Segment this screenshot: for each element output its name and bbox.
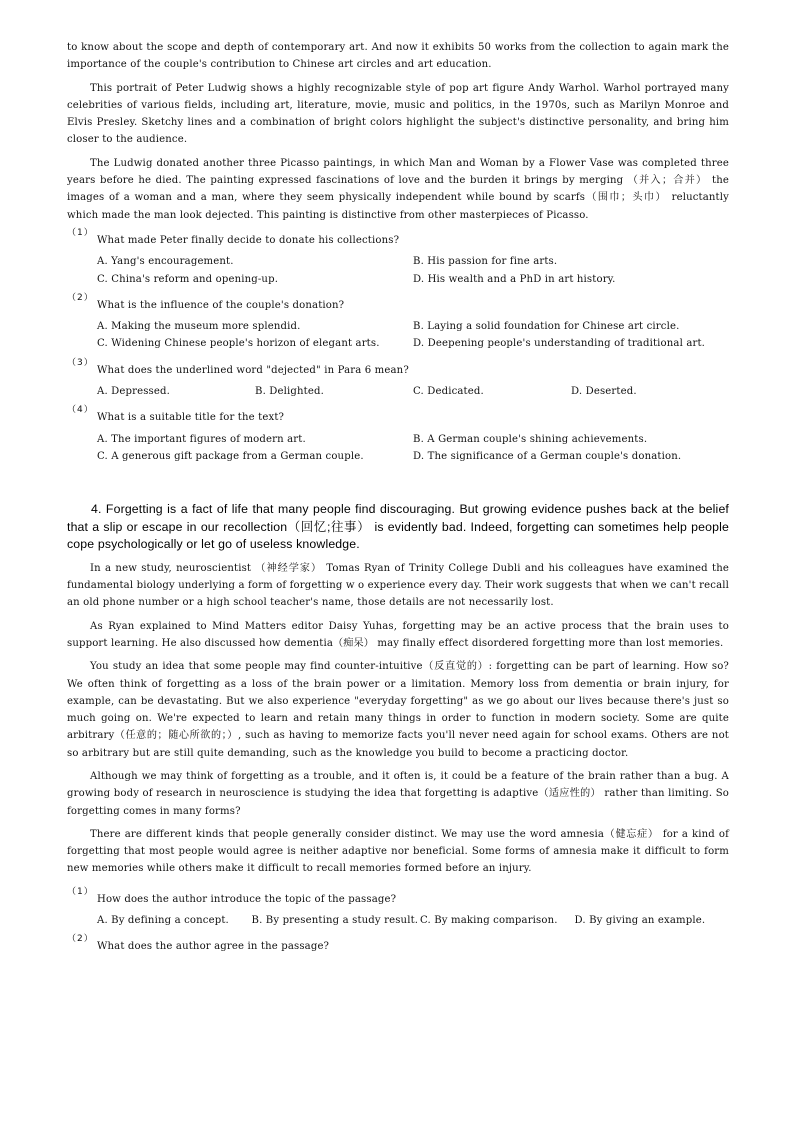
passage4-paragraph: As Ryan explained to Mind Matters editor Daisy Yuhas, forgetting may be an active process that the brain uses to support learning. He also discussed how dementia（痴呆） may finally effect disordered forgetting more than lost memories. bbox=[67, 620, 729, 649]
question bbox=[67, 404, 729, 426]
option-a[interactable]: A. Making the museum more splendid. bbox=[97, 321, 301, 333]
question-stem: How does the author introduce the topic of the passage? bbox=[97, 893, 397, 905]
option-d[interactable]: D. Deepening people's understanding of traditional art. bbox=[413, 338, 706, 350]
question-number: （3） bbox=[67, 357, 94, 368]
option-b[interactable]: B. His passion for fine arts. bbox=[413, 256, 558, 268]
option-b[interactable]: B. Delighted. bbox=[255, 386, 324, 398]
exam-page bbox=[67, 39, 729, 956]
passage4-paragraph: Although we may think of forgetting as a trouble, and it often is, it could be a feature of the brain rather than a bug. A growing body of research in neuroscience is studying the idea that forgetting is adaptive（适应性的） rather than limiting. So forgetting comes in many forms? bbox=[67, 771, 729, 817]
option-b[interactable]: B. A German couple's shining achievements. bbox=[413, 433, 648, 445]
option-b[interactable]: B. Laying a solid foundation for Chinese art circle. bbox=[413, 321, 680, 333]
question-number: （1） bbox=[67, 227, 94, 238]
option-a[interactable]: A. By defining a concept. bbox=[97, 915, 229, 927]
passage3-paragraph: This portrait of Peter Ludwig shows a highly recognizable style of pop art figure Andy Warhol. Warhol portrayed many celebrities of various fields, including art, literature, movie, music and politics, in the 1970s, such as Marilyn Monroe and Elvis Presley. Sketchy lines and a combination of bright colors highlight the subject's distinctive personality, and bring him closer to the audience. bbox=[67, 82, 729, 146]
option-d[interactable]: D. By giving an example. bbox=[574, 915, 706, 927]
question bbox=[67, 357, 729, 379]
question-stem: What does the underlined word "dejected" in Para 6 mean? bbox=[97, 364, 409, 376]
option-d[interactable]: D. Deserted. bbox=[571, 386, 637, 398]
question-stem: What made Peter finally decide to donate his collections? bbox=[97, 234, 400, 246]
question-number: （2） bbox=[67, 934, 94, 945]
option-list bbox=[97, 383, 729, 400]
option-a[interactable]: A. Yang's encouragement. bbox=[97, 256, 234, 268]
option-c[interactable]: C. A generous gift package from a German couple. bbox=[97, 450, 364, 462]
option-c[interactable]: C. Dedicated. bbox=[413, 386, 484, 398]
passage4-paragraph: There are different kinds that people generally consider distinct. We may use the word amnesia（健忘症） for a kind of forgetting that most people would agree is neither adaptive nor beneficial. Some forms of amnesia make it difficult to form new memories while others make it difficult to recall memories formed before an injury. bbox=[67, 828, 729, 875]
option-list bbox=[97, 431, 729, 466]
question-stem: What is the influence of the couple's donation? bbox=[97, 299, 345, 311]
passage4-intro: 4. Forgetting is a fact of life that many people find discouraging. But growing evidence pushes back at the belief that a slip or escape in our recollection（回忆;往事） is evidently bad. Indeed, forgetting can sometimes help people cope psychologically or let go of useless knowledge. bbox=[67, 502, 729, 552]
question bbox=[67, 292, 729, 314]
passage3-paragraph: The Ludwig donated another three Picasso paintings, in which Man and Woman by a Flower Vase was completed three years before he died. The painting expressed fascinations of love and the burden it brings by merging （并入；合并） the images of a woman and a man, where they seem physically independent while bound by scarfs（围巾；头巾） reluctantly which made the man look dejected. This painting is distinctive from other masterpieces of Picasso. bbox=[67, 157, 729, 221]
option-c[interactable]: C. China's reform and opening-up. bbox=[97, 273, 279, 285]
question-number: （1） bbox=[67, 886, 94, 897]
question bbox=[67, 227, 729, 249]
option-list bbox=[97, 912, 729, 929]
option-d[interactable]: D. His wealth and a PhD in art history. bbox=[413, 273, 616, 285]
passage3-tail-paragraph: to know about the scope and depth of contemporary art. And now it exhibits 50 works from the collection to again mark the importance of the couple's contribution to Chinese art circles and art education. bbox=[67, 42, 729, 71]
option-list bbox=[97, 253, 729, 288]
option-list bbox=[97, 318, 729, 353]
option-d[interactable]: D. The significance of a German couple's donation. bbox=[413, 450, 682, 462]
question-stem: What is a suitable title for the text? bbox=[97, 412, 285, 424]
option-a[interactable]: A. The important figures of modern art. bbox=[97, 433, 306, 445]
question bbox=[67, 886, 729, 908]
question-number: （4） bbox=[67, 405, 94, 416]
passage4-paragraph: In a new study, neuroscientist （神经学家） Tomas Ryan of Trinity College Dubli and his colleagues have examined the fundamental biology underlying a form of forgetting w o experience every day. Their work suggests that when we can't recall an old phone number or a high school teacher's name, those details are not necessarily lost. bbox=[67, 562, 729, 609]
option-c[interactable]: C. Widening Chinese people's horizon of elegant arts. bbox=[97, 338, 380, 350]
question-stem: What does the author agree in the passage? bbox=[97, 941, 330, 953]
question-number: （2） bbox=[67, 292, 94, 303]
question bbox=[67, 933, 729, 955]
option-c[interactable]: C. By making comparison. bbox=[420, 915, 558, 927]
option-a[interactable]: A. Depressed. bbox=[97, 386, 170, 398]
passage4-paragraph: You study an idea that some people may find counter-intuitive（反直觉的）: forgetting can be part of learning. How so? We often think of forgetting as a loss of the brain power or a limitation. Memory loss from dementia or brain injury, for example, can be devastating. But we also experience "everyday forgetting" as we go about our lives because there's just so much going on. We're expected to learn and retain many things in order to function in modern society. Some are quite arbitrary（任意的；随心所欲的；）, such as having to memorize facts you'll never need again for school exams. Others are not so arbitrary but are still quite demanding, such as the knowledge you build to become a practicing doctor. bbox=[67, 661, 729, 759]
option-b[interactable]: B. By presenting a study result. bbox=[251, 915, 419, 927]
